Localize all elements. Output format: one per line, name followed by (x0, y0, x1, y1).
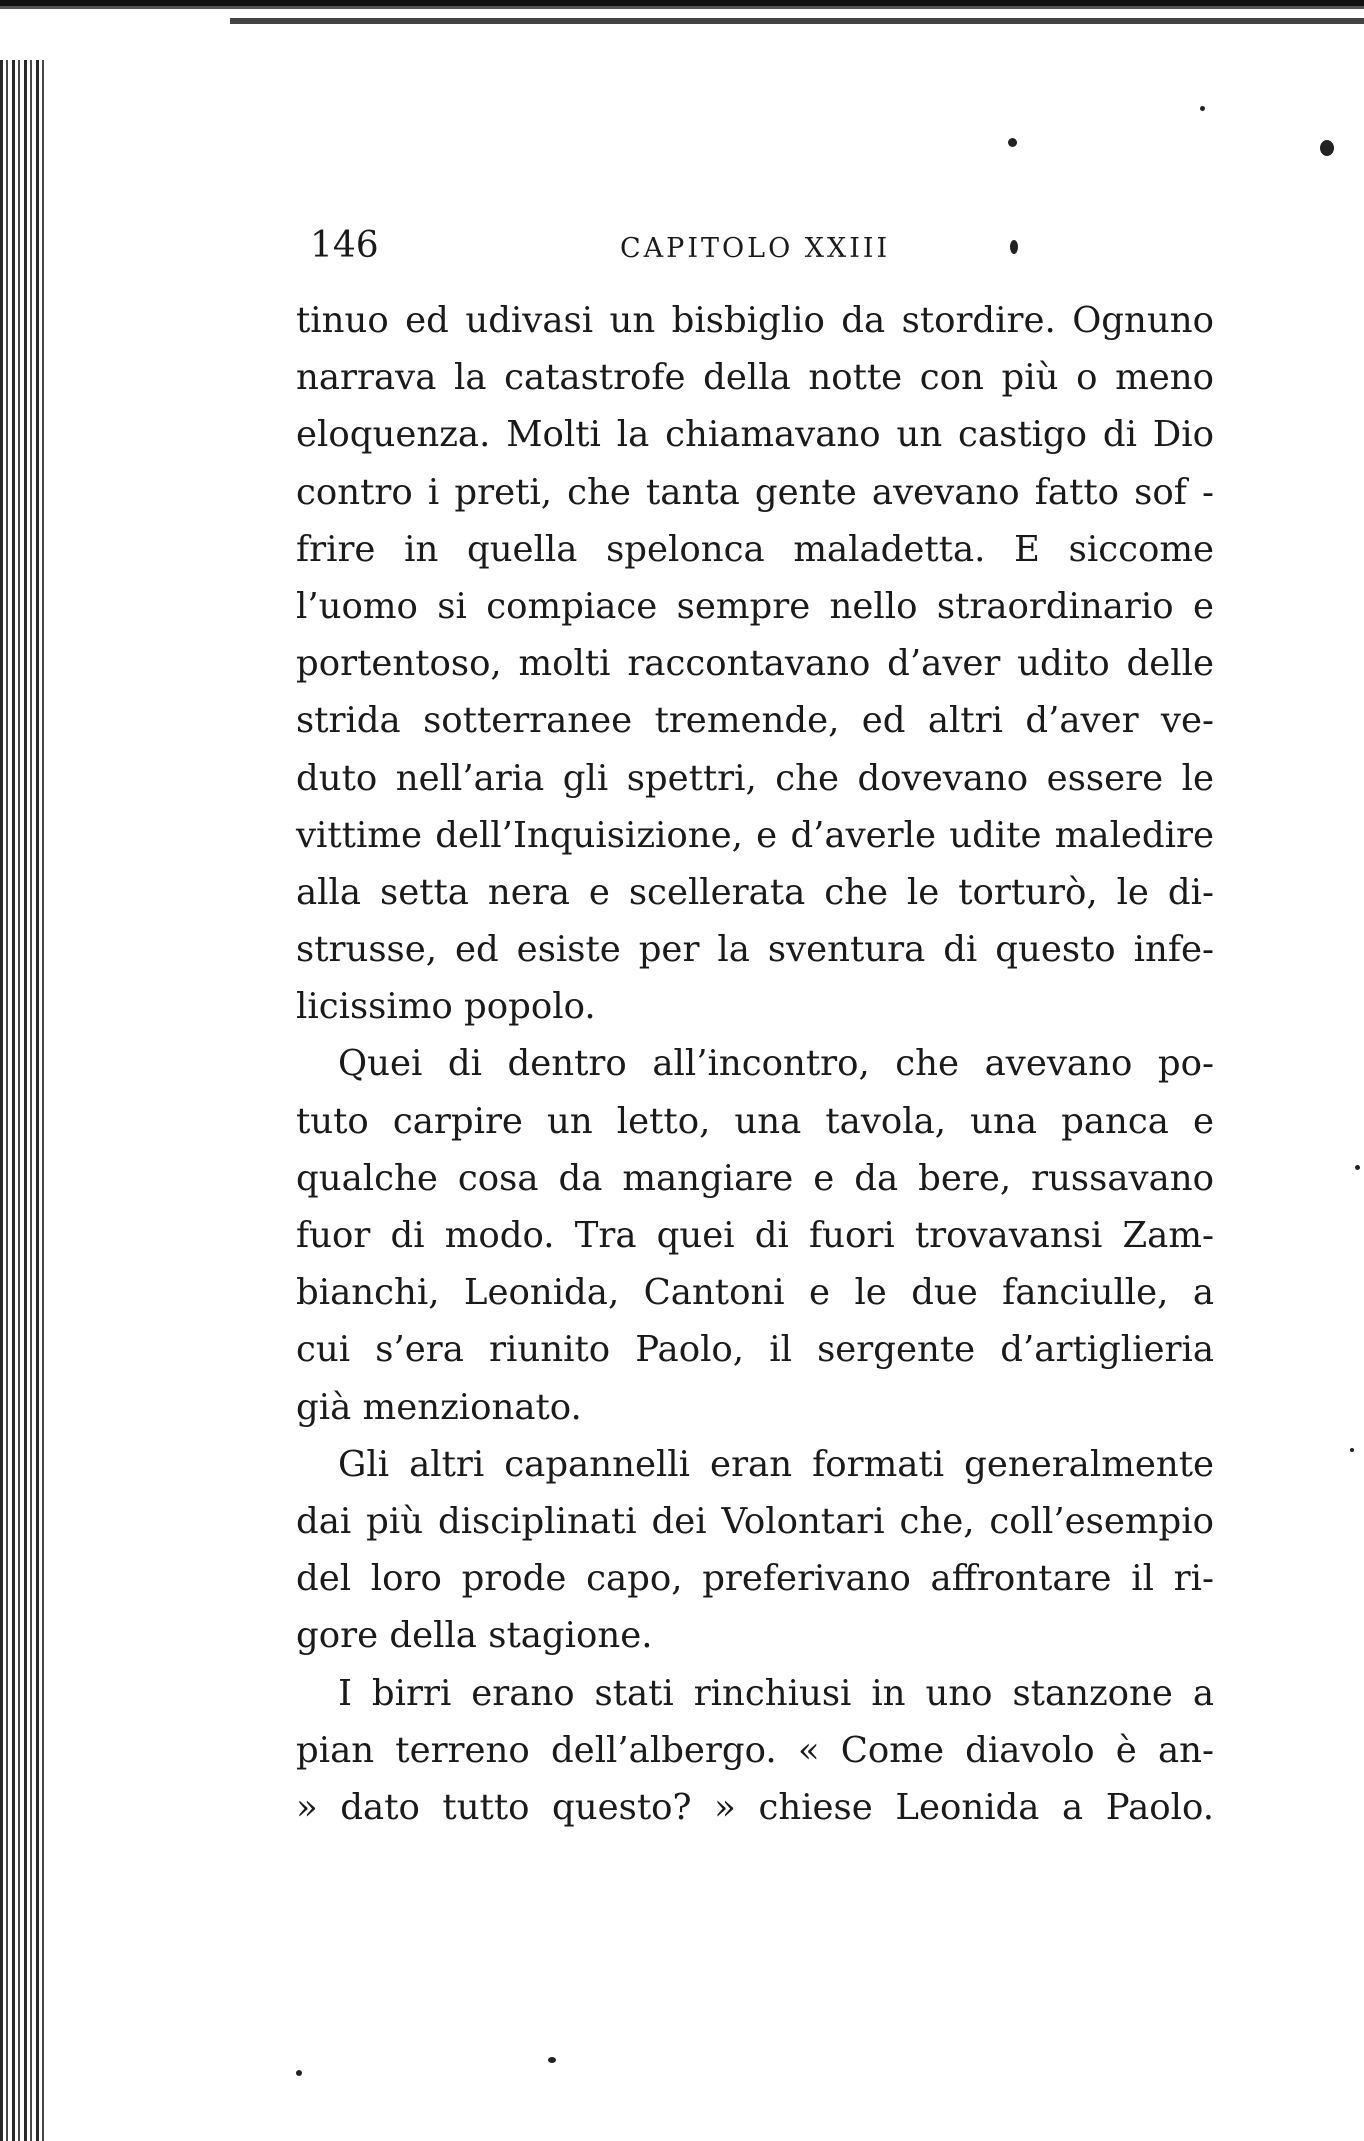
text-line: I birri erano stati rinchiusi in uno stanzone a (338, 1672, 1214, 1714)
top-edge-rule-secondary (230, 18, 1364, 24)
scan-speck (1008, 138, 1017, 147)
text-line: tuto carpire un letto, una tavola, una panca e (296, 1100, 1214, 1142)
text-line: portentoso, molti raccontavano d’aver udito delle (296, 643, 1214, 685)
text-line: tinuo ed udivasi un bisbiglio da stordire. Ognuno (296, 300, 1214, 341)
page-number: 146 (310, 225, 379, 266)
text-line: contro i preti, che tanta gente avevano fatto sof - (296, 471, 1214, 513)
text-line: l’uomo si compiace sempre nello straordinario e (296, 585, 1214, 627)
text-line: dai più disciplinati dei Volontari che, coll’esempio (296, 1500, 1214, 1542)
top-edge-rule (0, 0, 1364, 14)
text-line: » dato tutto questo? » chiese Leonida a Paolo. (296, 1786, 1214, 1828)
scan-speck (548, 2057, 556, 2063)
text-line: strusse, ed esiste per la sventura di questo infe- (296, 929, 1214, 971)
chapter-title: CAPITOLO XXIII (620, 233, 891, 264)
scan-speck (296, 2070, 302, 2076)
body-text (296, 292, 1214, 1836)
text-line: gore della stagione. (296, 1615, 653, 1657)
text-line: licissimo popolo. (296, 986, 596, 1028)
text-line: qualche cosa da mangiare e da bere, russavano (296, 1157, 1214, 1199)
scan-speck (1320, 140, 1334, 156)
text-line: Gli altri capannelli eran formati generalmente (338, 1443, 1214, 1485)
text-line: cui s’era riunito Paolo, il sergente d’artiglieria (296, 1329, 1214, 1371)
text-line: eloquenza. Molti la chiamavano un castigo di Dio (296, 414, 1214, 456)
text-line: narrava la catastrofe della notte con più o meno (296, 357, 1214, 399)
text-line: alla setta nera e scellerata che le torturò, le di- (296, 871, 1214, 913)
text-line: strida sotterranee tremende, ed altri d’aver ve- (296, 700, 1214, 742)
text-line: Quei di dentro all’incontro, che avevano po- (338, 1043, 1214, 1085)
text-line: bianchi, Leonida, Cantoni e le due fanciulle, a (296, 1272, 1214, 1314)
text-line: già menzionato. (296, 1386, 582, 1428)
text-line: pian terreno dell’albergo. « Come diavolo è an- (296, 1729, 1214, 1771)
text-line: frire in quella spelonca maladetta. E siccome (296, 528, 1214, 570)
scan-speck (1350, 1448, 1354, 1452)
scan-speck (1200, 106, 1205, 111)
page-header (310, 225, 1210, 275)
book-spine-shadow (0, 60, 46, 2141)
text-line: duto nell’aria gli spettri, che dovevano essere le (296, 757, 1214, 799)
scan-speck (1355, 1165, 1360, 1170)
text-line: fuor di modo. Tra quei di fuori trovavansi Zam- (296, 1215, 1214, 1256)
text-line: vittime dell’Inquisizione, e d’averle udite maledire (296, 814, 1214, 856)
text-line: del loro prode capo, preferivano affrontare il ri- (296, 1558, 1214, 1600)
